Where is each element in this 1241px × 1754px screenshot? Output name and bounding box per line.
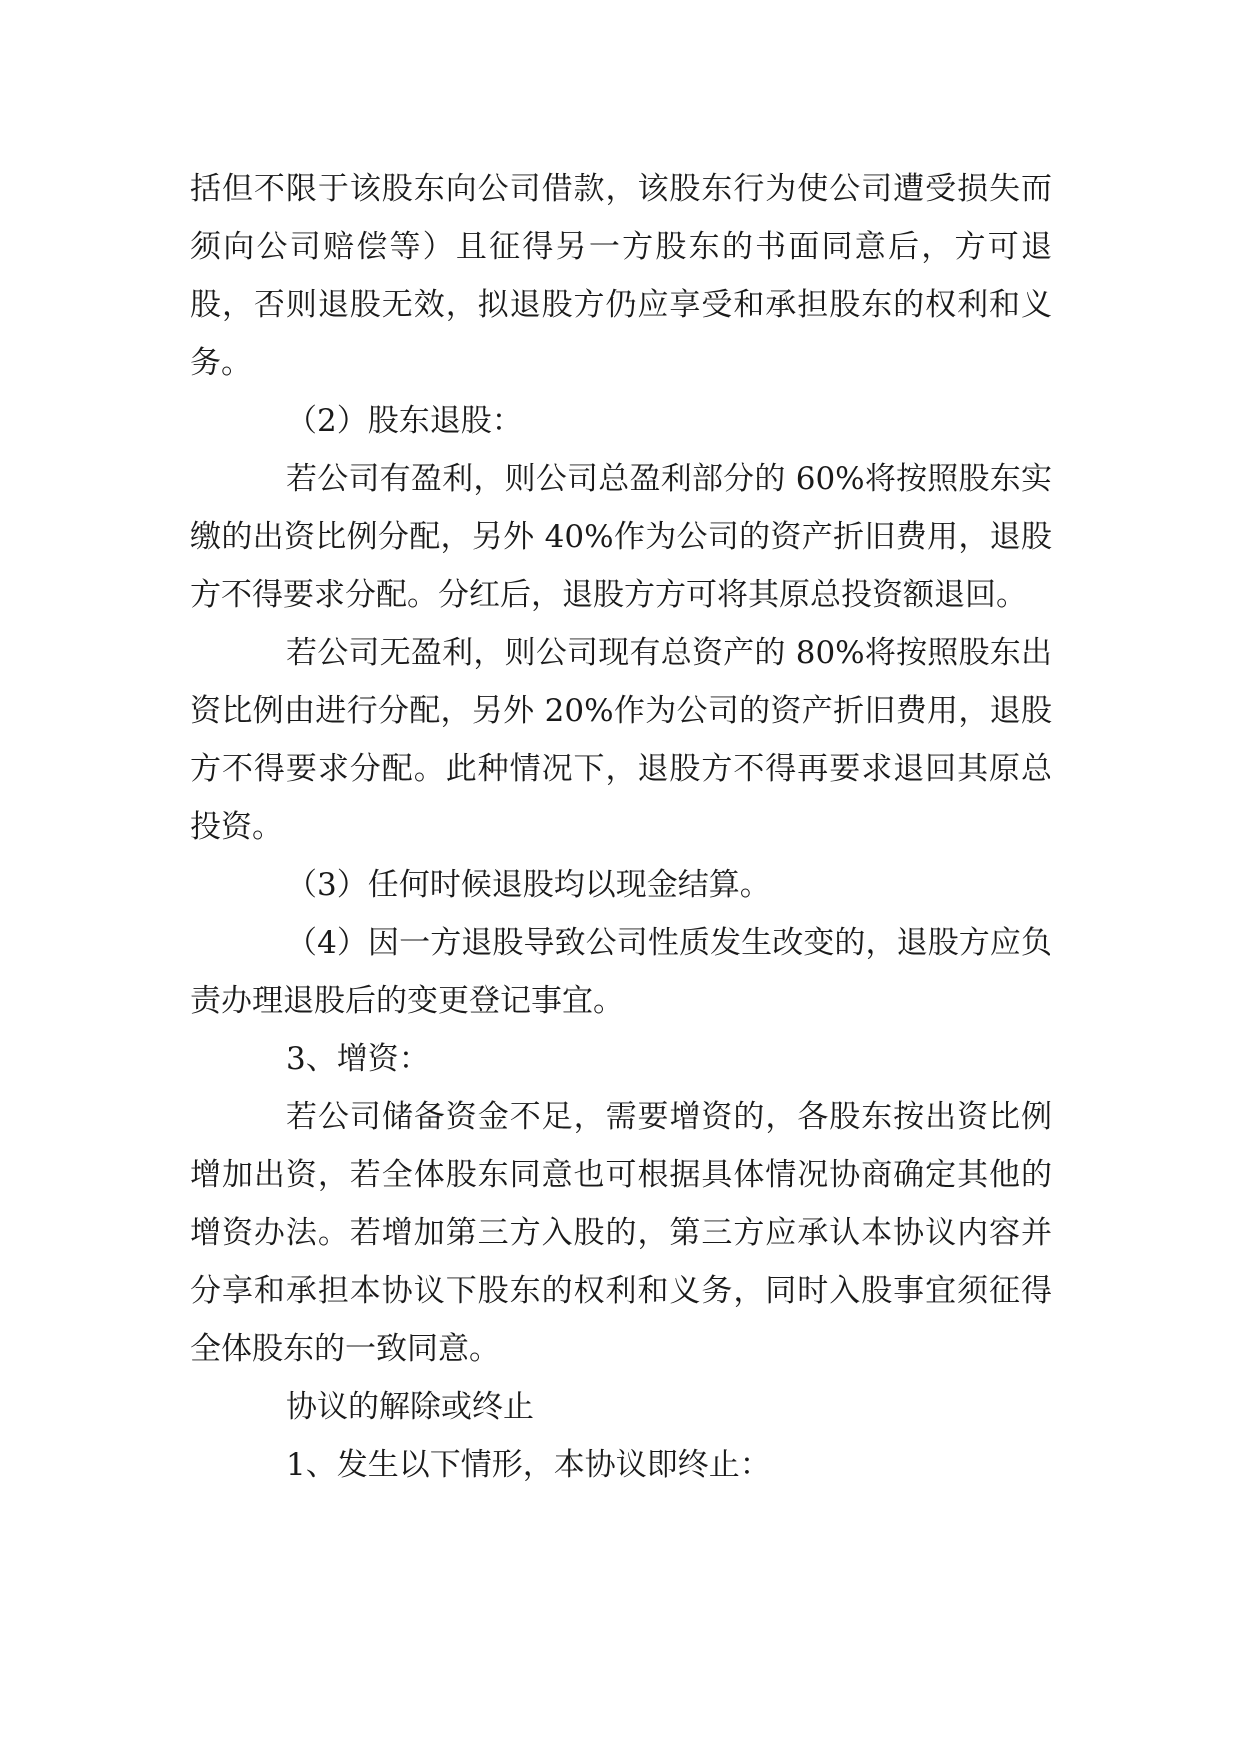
paragraph-capital-increase-terms: 若公司储备资金不足，需要增资的，各股东按出资比例增加出资，若全体股东同意也可根据具体情况协商确定其他的增资办法。若增加第三方入股的，第三方应承认本协议内容并分享和承担本协议下股东的权利和义务，同时入股事宜须征得全体股东的一致同意。: [190, 1099, 1052, 1367]
paragraph-no-profit-case: 若公司无盈利，则公司现有总资产的 80%将按照股东出资比例由进行分配，另外 20%作为公司的资产折旧费用，退股方不得要求分配。此种情况下，退股方不得再要求退回其原总投资。: [190, 635, 1052, 845]
paragraph-cash-settlement: （3）任何时候退股均以现金结算。: [286, 867, 771, 903]
paragraph-heading-termination: 协议的解除或终止: [286, 1389, 534, 1425]
paragraph-withdrawal-conditions: 括但不限于该股东向公司借款，该股东行为使公司遭受损失而须向公司赔偿等）且征得另一方股东的书面同意后，方可退股，否则退股无效，拟退股方仍应享受和承担股东的权利和义务。: [190, 171, 1052, 381]
paragraph-heading-capital-increase: 3、增资：: [286, 1041, 430, 1077]
paragraph-change-registration: （4）因一方退股导致公司性质发生改变的，退股方应负责办理退股后的变更登记事宜。: [190, 925, 1052, 1019]
document-body: [190, 160, 1052, 1494]
paragraph-termination-conditions: 1、发生以下情形，本协议即终止：: [286, 1447, 771, 1483]
paragraph-heading-shareholder-withdrawal: （2）股东退股：: [286, 403, 523, 439]
paragraph-profit-case: 若公司有盈利，则公司总盈利部分的 60%将按照股东实缴的出资比例分配，另外 40%作为公司的资产折旧费用，退股方不得要求分配。分红后，退股方方可将其原总投资额退回。: [190, 461, 1052, 613]
